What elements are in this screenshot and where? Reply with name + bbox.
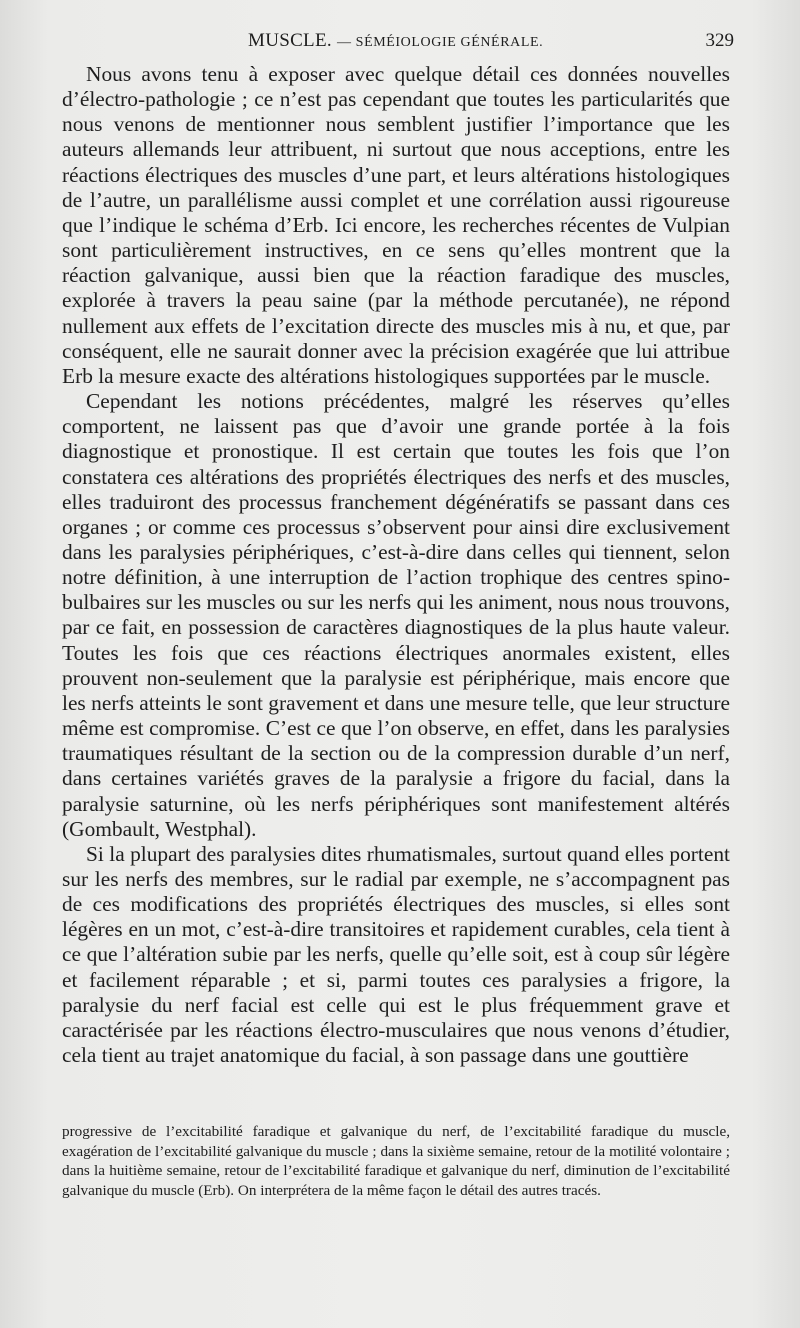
footnote-text: progressive de l’excitabilité faradique et galvanique du nerf, de l’excitabilité faradique du muscle, exagération de l’excitabilité galvanique du muscle ; dans la sixième semaine, retour de la motilité volontaire ; dans la huitième semaine, retour de l’excitabilité faradique et galvanique du nerf, diminution de l’excitabilité galvanique du muscle (Erb). On interprétera de la même façon le détail des autres tracés.	[62, 1123, 730, 1199]
running-title	[248, 30, 543, 52]
running-header	[62, 30, 734, 58]
running-title-section: — SÉMÉIOLOGIE GÉNÉRALE.	[336, 35, 544, 50]
page-number: 329	[705, 30, 734, 51]
footnote	[62, 1122, 730, 1200]
paragraph: Cependant les notions précédentes, malgré les réserves qu’elles comportent, ne laissent pas que d’avoir une grande portée à la fois diagnostique et pronostique. Il est certain que toutes les fois que l’on constatera ces altérations des propriétés électriques des nerfs et des muscles, elles traduiront des processus franchement dégénératifs se passant dans ces organes ; or comme ces processus s’observent pour ainsi dire exclusivement dans les paralysies périphériques, c’est-à-dire dans celles qui tiennent, selon notre définition, à une interruption de l’action trophique des centres spino-bulbaires sur les muscles ou sur les nerfs qui les animent, nous nous trouvons, par ce fait, en possession de caractères diagnostiques de la plus haute valeur. Toutes les fois que ces réactions électriques anormales existent, elles prouvent non-seulement que la paralysie est périphérique, mais encore que les nerfs atteints le sont gravement et dans une mesure telle, que leur structure même est compromise. C’est ce que l’on observe, en effet, dans les paralysies traumatiques résultant de la section ou de la compression durable d’un nerf, dans certaines variétés graves de la paralysie a frigore du facial, dans la paralysie saturnine, où les nerfs périphériques sont manifestement altérés (Gombault, Westphal).	[62, 389, 730, 841]
paragraph: Si la plupart des paralysies dites rhumatismales, surtout quand elles portent sur les nerfs des membres, sur le radial par exemple, ne s’accompagnent pas de ces modifications des propriétés électriques des muscles, si elles sont légères en un mot, c’est-à-dire transitoires et rapidement curables, cela tient à ce que l’altération subie par les nerfs, quelle qu’elle soit, est à coup sûr légère et facilement réparable ; et si, parmi toutes ces paralysies a frigore, la paralysie du nerf facial est celle qui est le plus fréquemment grave et caractérisée par les réactions électro-musculaires que nous venons d’étudier, cela tient au trajet anatomique du facial, à son passage dans une gouttière	[62, 841, 730, 1068]
running-title-main: MUSCLE.	[248, 30, 332, 51]
body-text	[62, 62, 730, 1068]
paragraph: Nous avons tenu à exposer avec quelque détail ces données nouvelles d’électro-pathologie ; ce n’est pas cependant que toutes les particularités que nous venons de mentionner nous semblent justifier l’importance que les auteurs allemands leur attribuent, ni surtout que nous acceptions, entre les réactions électriques des muscles d’une part, et leurs altérations histologiques de l’autre, un parallélisme aussi complet et une corrélation aussi rigoureuse que l’indique le schéma d’Erb. Ici encore, les recherches récentes de Vulpian sont particulièrement instructives, en ce sens qu’elles montrent que la réaction galvanique, aussi bien que la réaction faradique des muscles, explorée à travers la peau saine (par la méthode percutanée), ne répond nullement aux effets de l’excitation directe des muscles mis à nu, et que, par conséquent, elle ne saurait donner avec la précision exagérée que lui attribue Erb la mesure exacte des altérations histologiques supportées par le muscle.	[62, 62, 730, 388]
